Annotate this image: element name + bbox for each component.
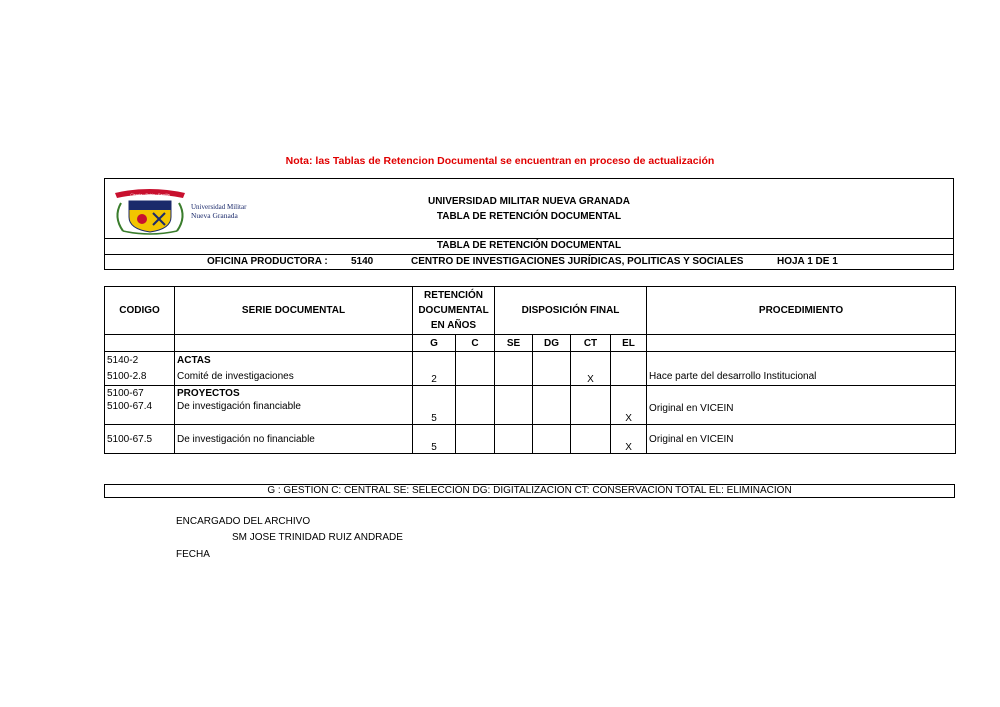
retention-table bbox=[104, 286, 956, 454]
header-titles bbox=[105, 194, 953, 224]
subheader-blank bbox=[105, 335, 175, 352]
office-label: OFICINA PRODUCTORA : bbox=[207, 256, 328, 267]
row-procedure: Hace parte del desarrollo Institucional bbox=[647, 352, 956, 386]
row-se bbox=[495, 386, 533, 425]
row-dg bbox=[533, 425, 571, 454]
header-retention-line2: DOCUMENTAL bbox=[418, 305, 489, 316]
header-retention-line3: EN AÑOS bbox=[430, 320, 477, 331]
row-ct bbox=[571, 386, 611, 425]
row-code: 5100-67 bbox=[105, 386, 175, 401]
header-disposition: DISPOSICIÓN FINAL bbox=[495, 287, 647, 335]
row-g: 5 bbox=[413, 425, 456, 454]
row-c bbox=[456, 425, 495, 454]
row-c bbox=[456, 352, 495, 386]
archive-label: ENCARGADO DEL ARCHIVO bbox=[176, 516, 311, 527]
logo-name-line1: Universidad Militar bbox=[191, 203, 247, 211]
archive-name: SM JOSE TRINIDAD RUIZ ANDRADE bbox=[232, 532, 403, 543]
row-series: De investigación financiable bbox=[175, 401, 413, 425]
row-dg bbox=[533, 352, 571, 386]
row-code: 5100-2.8 bbox=[105, 369, 175, 386]
row-el bbox=[611, 352, 647, 386]
row-procedure: Original en VICEIN bbox=[647, 425, 956, 454]
office-code: 5140 bbox=[351, 256, 374, 267]
page-indicator: HOJA 1 DE 1 bbox=[777, 256, 838, 267]
header-series: SERIE DOCUMENTAL bbox=[175, 287, 413, 335]
subheader-el: EL bbox=[611, 335, 647, 352]
row-series: PROYECTOS bbox=[175, 386, 413, 401]
row-ct bbox=[571, 425, 611, 454]
row-code: 5100-67.4 bbox=[105, 401, 175, 425]
row-ct: X bbox=[571, 352, 611, 386]
row-procedure: Original en VICEIN bbox=[647, 386, 956, 425]
subheader-blank bbox=[647, 335, 956, 352]
row-se bbox=[495, 425, 533, 454]
row-series: Comité de investigaciones bbox=[175, 369, 413, 386]
header-box bbox=[104, 178, 954, 270]
subheader-ct: CT bbox=[571, 335, 611, 352]
row-g: 5 bbox=[413, 386, 456, 425]
table-row bbox=[105, 352, 956, 369]
row-code: 5140-2 bbox=[105, 352, 175, 369]
subheader-c: C bbox=[456, 335, 495, 352]
row-code: 5100-67.5 bbox=[105, 425, 175, 454]
header-retention bbox=[413, 287, 495, 335]
subheader-g: G bbox=[413, 335, 456, 352]
row-el: X bbox=[611, 425, 647, 454]
table-row bbox=[105, 386, 956, 401]
legend-bar: G : GESTION C: CENTRAL SE: SELECCIÓN DG: DIGITALIZACION CT: CONSERVACIÓN TOTAL EL: ELIMINACION bbox=[104, 484, 955, 498]
row-dg bbox=[533, 386, 571, 425]
row-se bbox=[495, 352, 533, 386]
header-procedure: PROCEDIMIENTO bbox=[647, 287, 956, 335]
logo-name-line2: Nueva Granada bbox=[191, 211, 238, 220]
header-retention-line1: RETENCIÓN bbox=[424, 290, 483, 301]
date-label: FECHA bbox=[176, 549, 210, 560]
row-series: De investigación no financiable bbox=[175, 425, 413, 454]
logo-banner-text: Ciencia · Patria · Familia bbox=[130, 193, 170, 197]
office-name: CENTRO DE INVESTIGACIONES JURÍDICAS, POLITICAS Y SOCIALES bbox=[411, 256, 744, 267]
header-separator bbox=[105, 254, 953, 255]
institution-name: UNIVERSIDAD MILITAR NUEVA GRANADA bbox=[427, 196, 631, 207]
row-g: 2 bbox=[413, 352, 456, 386]
row-el: X bbox=[611, 386, 647, 425]
header-code: CODIGO bbox=[105, 287, 175, 335]
subheader-se: SE bbox=[495, 335, 533, 352]
row-series: ACTAS bbox=[175, 352, 413, 369]
update-note: Nota: las Tablas de Retencion Documental se encuentran en proceso de actualización bbox=[285, 155, 715, 167]
row-c bbox=[456, 386, 495, 425]
header-separator bbox=[105, 238, 953, 239]
section-title: TABLA DE RETENCIÓN DOCUMENTAL bbox=[436, 240, 622, 251]
document-title: TABLA DE RETENCIÓN DOCUMENTAL bbox=[436, 211, 622, 222]
table-row bbox=[105, 425, 956, 454]
subheader-dg: DG bbox=[533, 335, 571, 352]
subheader-blank bbox=[175, 335, 413, 352]
